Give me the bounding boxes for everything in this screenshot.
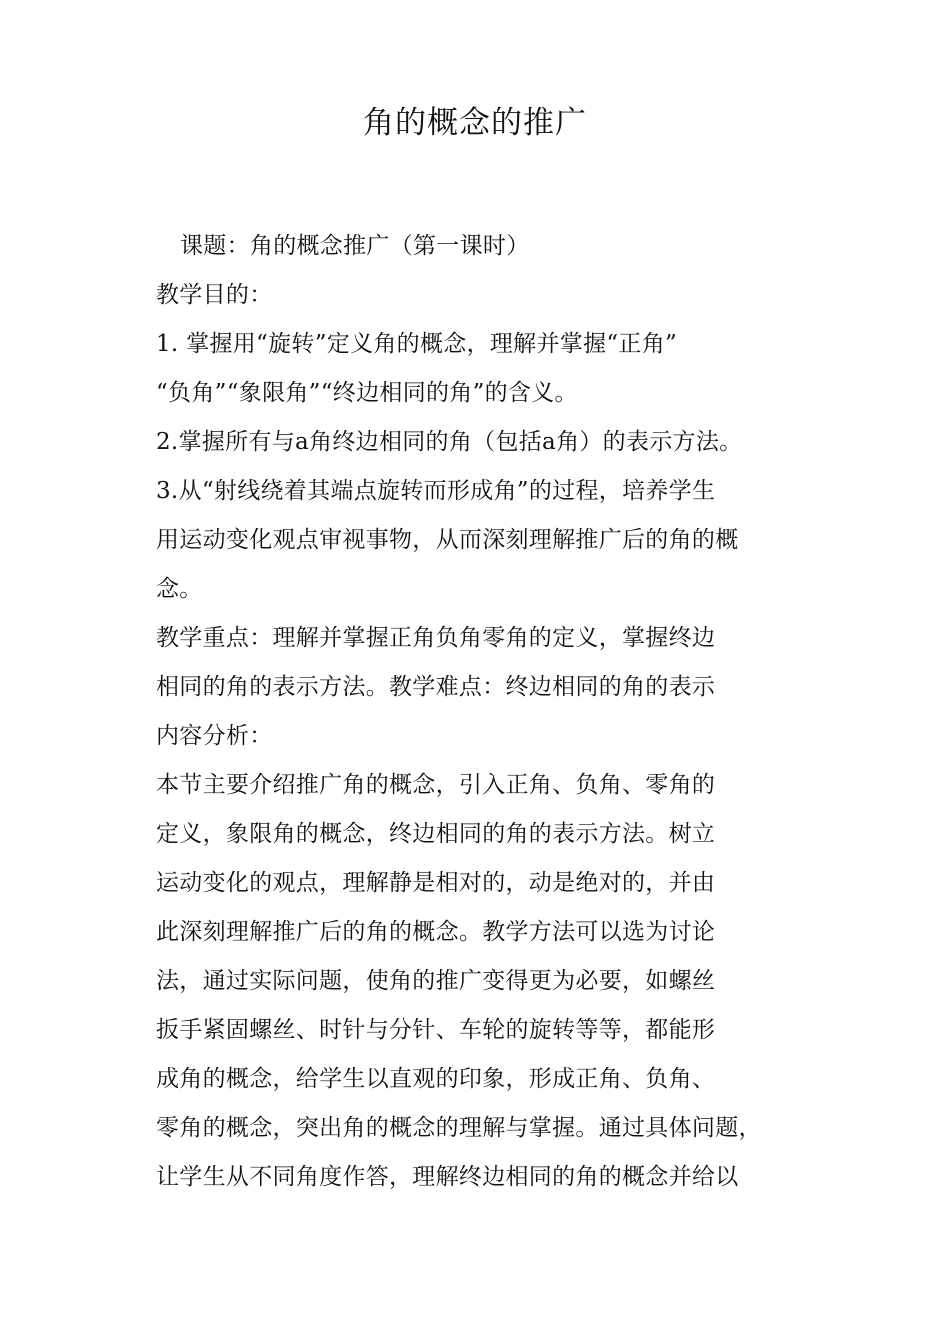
objective-3-line-2: 用运动变化观点审视事物，从而深刻理解推广后的角的概: [156, 527, 739, 553]
objective-1-line-1: 1. 掌握用“旋转”定义角的概念，理解并掌握“正角”: [156, 331, 678, 357]
document-title: 角的概念的推广: [363, 105, 587, 141]
objective-3-line-1: 3.从“射线绕着其端点旋转而形成角”的过程，培养学生: [156, 478, 716, 504]
analysis-paragraph-line: 零角的概念，突出角的概念的理解与掌握。通过具体问题，: [156, 1115, 762, 1141]
analysis-paragraph-line: 运动变化的观点，理解静是相对的，动是绝对的，并由: [156, 870, 716, 896]
objective-1-line-2: “负角”“象限角”“终边相同的角”的含义。: [156, 380, 578, 406]
analysis-paragraph-line: 法，通过实际问题，使角的推广变得更为必要，如螺丝: [156, 968, 716, 994]
objective-3-line-3: 念。: [156, 576, 203, 602]
key-points-line-2: 相同的角的表示方法。教学难点：终边相同的角的表示: [156, 674, 716, 700]
analysis-paragraph-line: 让学生从不同角度作答，理解终边相同的角的概念并给以: [156, 1164, 739, 1190]
key-points-line-1: 教学重点：理解并掌握正角负角零角的定义，掌握终边: [156, 625, 716, 651]
analysis-paragraph-line: 扳手紧固螺丝、时针与分针、车轮的旋转等等，都能形: [156, 1017, 716, 1043]
analysis-paragraph-line: 此深刻理解推广后的角的概念。教学方法可以选为讨论: [156, 919, 716, 945]
document-body: [156, 222, 856, 1202]
objective-2-line: 2.掌握所有与a角终边相同的角（包括a角）的表示方法。: [156, 429, 743, 455]
lesson-topic-line: 课题：角的概念推广（第一课时）: [180, 233, 530, 259]
analysis-paragraph-line: 本节主要介绍推广角的概念，引入正角、负角、零角的: [156, 772, 716, 798]
analysis-paragraph-line: 成角的概念，给学生以直观的印象，形成正角、负角、: [156, 1066, 716, 1092]
analysis-paragraph-line: 定义，象限角的概念，终边相同的角的表示方法。树立: [156, 821, 716, 847]
content-analysis-heading: 内容分析：: [156, 723, 273, 749]
teaching-objectives-heading: 教学目的：: [156, 282, 273, 308]
